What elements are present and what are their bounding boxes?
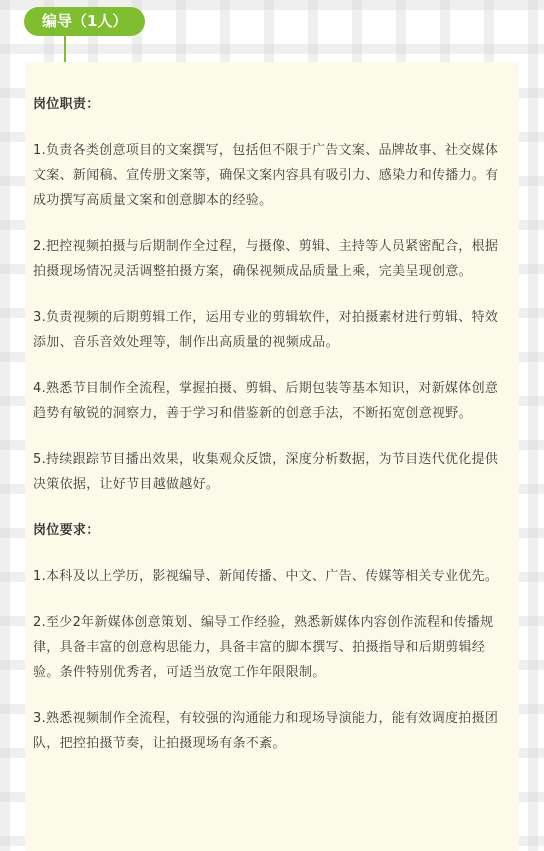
job-description-card: [25, 62, 519, 851]
duty-item-4: 4.熟悉节目制作全流程，掌握拍摄、剪辑、后期包装等基本知识，对新媒体创意趋势有敏锐的洞察力，善于学习和借鉴新的创意手法，不断拓宽创意视野。: [33, 381, 499, 421]
job-title-badge: 编导（1人）: [24, 7, 145, 36]
duties-heading: 岗位职责：: [33, 97, 100, 112]
requirements-heading: 岗位要求：: [33, 523, 100, 538]
duty-item-1: 1.负责各类创意项目的文案撰写，包括但不限于广告文案、品牌故事、社交媒体文案、新闻稿、宣传册文案等，确保文案内容具有吸引力、感染力和传播力。有成功撰写高质量文案和创意脚本的经验。: [33, 143, 499, 208]
duty-item-5: 5.持续跟踪节目播出效果，收集观众反馈，深度分析数据，为节目迭代优化提供决策依据，让好节目越做越好。: [33, 452, 499, 492]
duty-item-2: 2.把控视频拍摄与后期制作全过程，与摄像、剪辑、主持等人员紧密配合，根据拍摄现场情况灵活调整拍摄方案，确保视频成品质量上乘，完美呈现创意。: [33, 239, 499, 279]
requirement-item-3: 3.熟悉视频制作全流程，有较强的沟通能力和现场导演能力，能有效调度拍摄团队，把控拍摄节奏，让拍摄现场有条不紊。: [33, 711, 499, 751]
requirement-item-1: 1.本科及以上学历，影视编导、新闻传播、中文、广告、传媒等相关专业优先。: [33, 569, 499, 584]
requirement-item-2: 2.至少2年新媒体创意策划、编导工作经验，熟悉新媒体内容创作流程和传播规律，具备丰富的创意构思能力，具备丰富的脚本撰写、拍摄指导和后期剪辑经验。条件特别优秀者，可适当放宽工作年限限制。: [33, 615, 494, 680]
duty-item-3: 3.负责视频的后期剪辑工作，运用专业的剪辑软件，对拍摄素材进行剪辑、特效添加、音乐音效处理等，制作出高质量的视频成品。: [33, 310, 499, 350]
